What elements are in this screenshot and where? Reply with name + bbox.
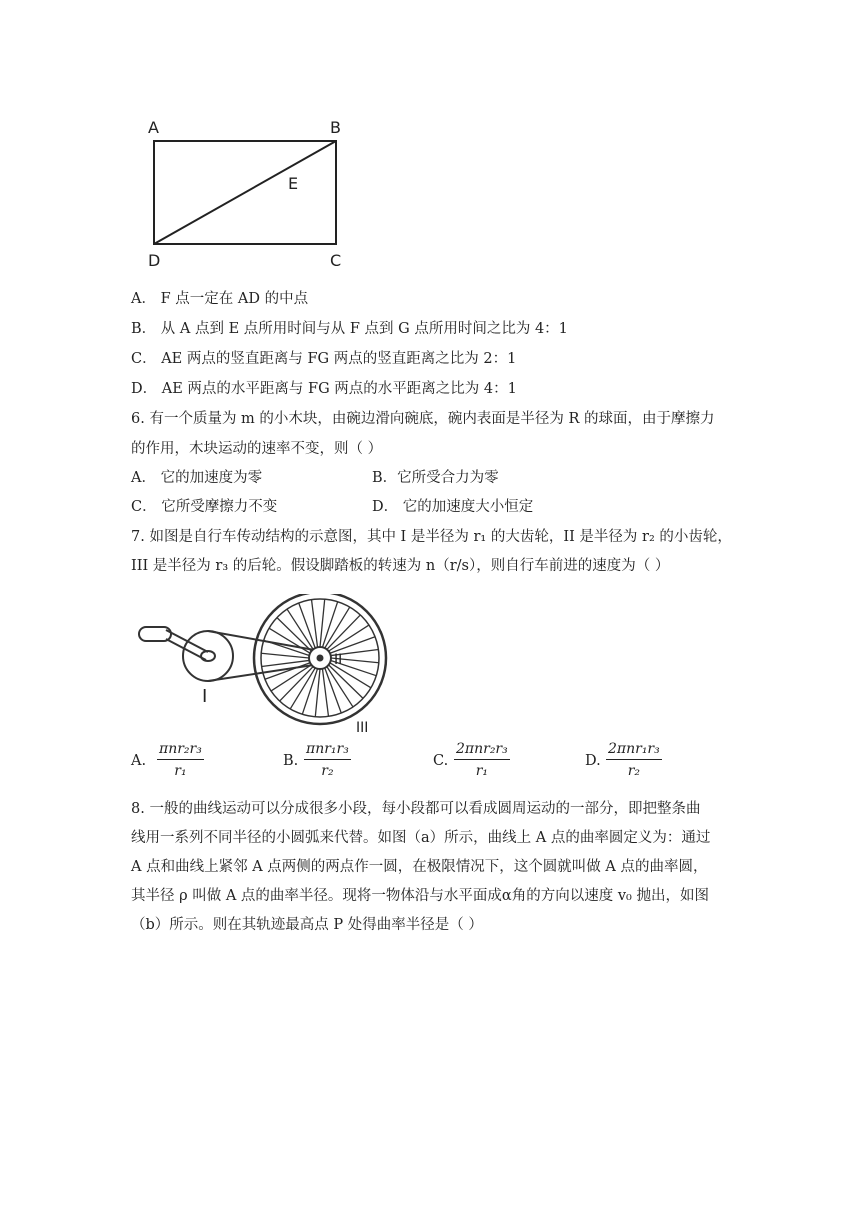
wheel-spoke	[327, 667, 353, 707]
label-e: E	[288, 174, 299, 193]
q7-option-a-fraction	[157, 741, 204, 779]
q7-option-c-numerator: 2πnr₂r₃	[454, 741, 510, 760]
label-a: A	[148, 118, 159, 137]
q7-option-b-denominator: r₂	[321, 763, 334, 779]
wheel-spoke	[329, 625, 369, 651]
large-gear-i	[183, 631, 233, 681]
q6-option-d: D． 它的加速度大小恒定	[372, 499, 534, 515]
q7-option-d-label: D.	[585, 753, 601, 769]
large-gear-hub	[201, 651, 215, 661]
q7-stem-line1: 7. 如图是自行车传动结构的示意图，其中 I 是半径为 r₁ 的大齿轮，II 是半径为 r₂ 的小齿轮，	[131, 529, 732, 545]
rectangle-diagram	[140, 112, 360, 272]
q7-option-d-fraction	[606, 741, 662, 779]
wheel-spoke	[320, 599, 325, 647]
label-i: I	[202, 686, 208, 707]
q7-option-d-denominator: r₂	[627, 763, 641, 779]
q7-option-d-numerator: 2πnr₁r₃	[606, 741, 662, 760]
q7-option-c-fraction	[454, 741, 510, 779]
q6-option-b: B．它所受合力为零	[372, 470, 499, 486]
q8-stem-line5: （b）所示。则在其轨迹最高点 P 处得曲率半径是（ ）	[131, 917, 483, 933]
label-ii: II	[334, 652, 343, 668]
q6-stem-line1: 6. 有一个质量为 m 的小木块，由碗边滑向碗底，碗内表面是半径为 R 的球面，由于摩擦力	[131, 411, 715, 427]
q5-option-c: C． AE 两点的竖直距离与 FG 两点的竖直距离之比为 2：1	[131, 351, 517, 367]
q7-option-a-label: A.	[131, 753, 147, 769]
q8-stem-line4: 其半径 ρ 叫做 A 点的曲率半径。现将一物体沿与水平面成α角的方向以速度 v₀ 抛出，如图	[131, 888, 709, 904]
q7-option-b-label: B.	[283, 753, 299, 769]
wheel-spoke	[287, 609, 313, 649]
diagonal-db	[154, 141, 336, 244]
q7-option-c-denominator: r₁	[475, 763, 489, 779]
q6-option-c: C． 它所受摩擦力不变	[131, 499, 278, 515]
q5-option-b: B． 从 A 点到 E 点所用时间与从 F 点到 G 点所用时间之比为 4：1	[131, 321, 568, 337]
label-c: C	[330, 251, 342, 270]
label-iii: III	[356, 720, 369, 736]
q7-option-a-numerator: πnr₂r₃	[157, 741, 204, 760]
q8-stem-line3: A 点和曲线上紧邻 A 点两侧的两点作一圆，在极限情况下，这个圆就叫做 A 点的曲率圆，	[131, 859, 708, 875]
q8-stem-line2: 线用一系列不同半径的小圆弧来代替。如图（a）所示，曲线上 A 点的曲率圆定义为：通过	[131, 830, 711, 846]
wheel-spoke	[315, 669, 320, 717]
q7-option-b-numerator: πnr₁r₃	[304, 741, 351, 760]
q5-option-d: D． AE 两点的水平距离与 FG 两点的水平距离之比为 4：1	[131, 381, 517, 397]
q7-stem-line2: III 是半径为 r₃ 的后轮。假设脚踏板的转速为 n（r/s），则自行车前进的速度为（ ）	[131, 558, 670, 574]
q6-stem-line2: 的作用，木块运动的速率不变，则（ ）	[131, 441, 383, 457]
q7-option-c-label: C.	[433, 753, 449, 769]
bicycle-transmission-diagram	[136, 594, 396, 736]
label-b: B	[330, 118, 341, 137]
label-d: D	[148, 251, 161, 270]
q7-option-a-denominator: r₁	[174, 763, 187, 779]
q8-stem-line1: 8. 一般的曲线运动可以分成很多小段，每小段都可以看成圆周运动的一部分，即把整条曲	[131, 801, 701, 817]
small-gear-hub	[317, 655, 324, 662]
wheel-spoke	[261, 653, 309, 658]
q5-option-a: A． F 点一定在 AD 的中点	[131, 291, 309, 307]
q6-option-a: A． 它的加速度为零	[131, 470, 263, 486]
q7-option-b-fraction	[304, 741, 351, 779]
